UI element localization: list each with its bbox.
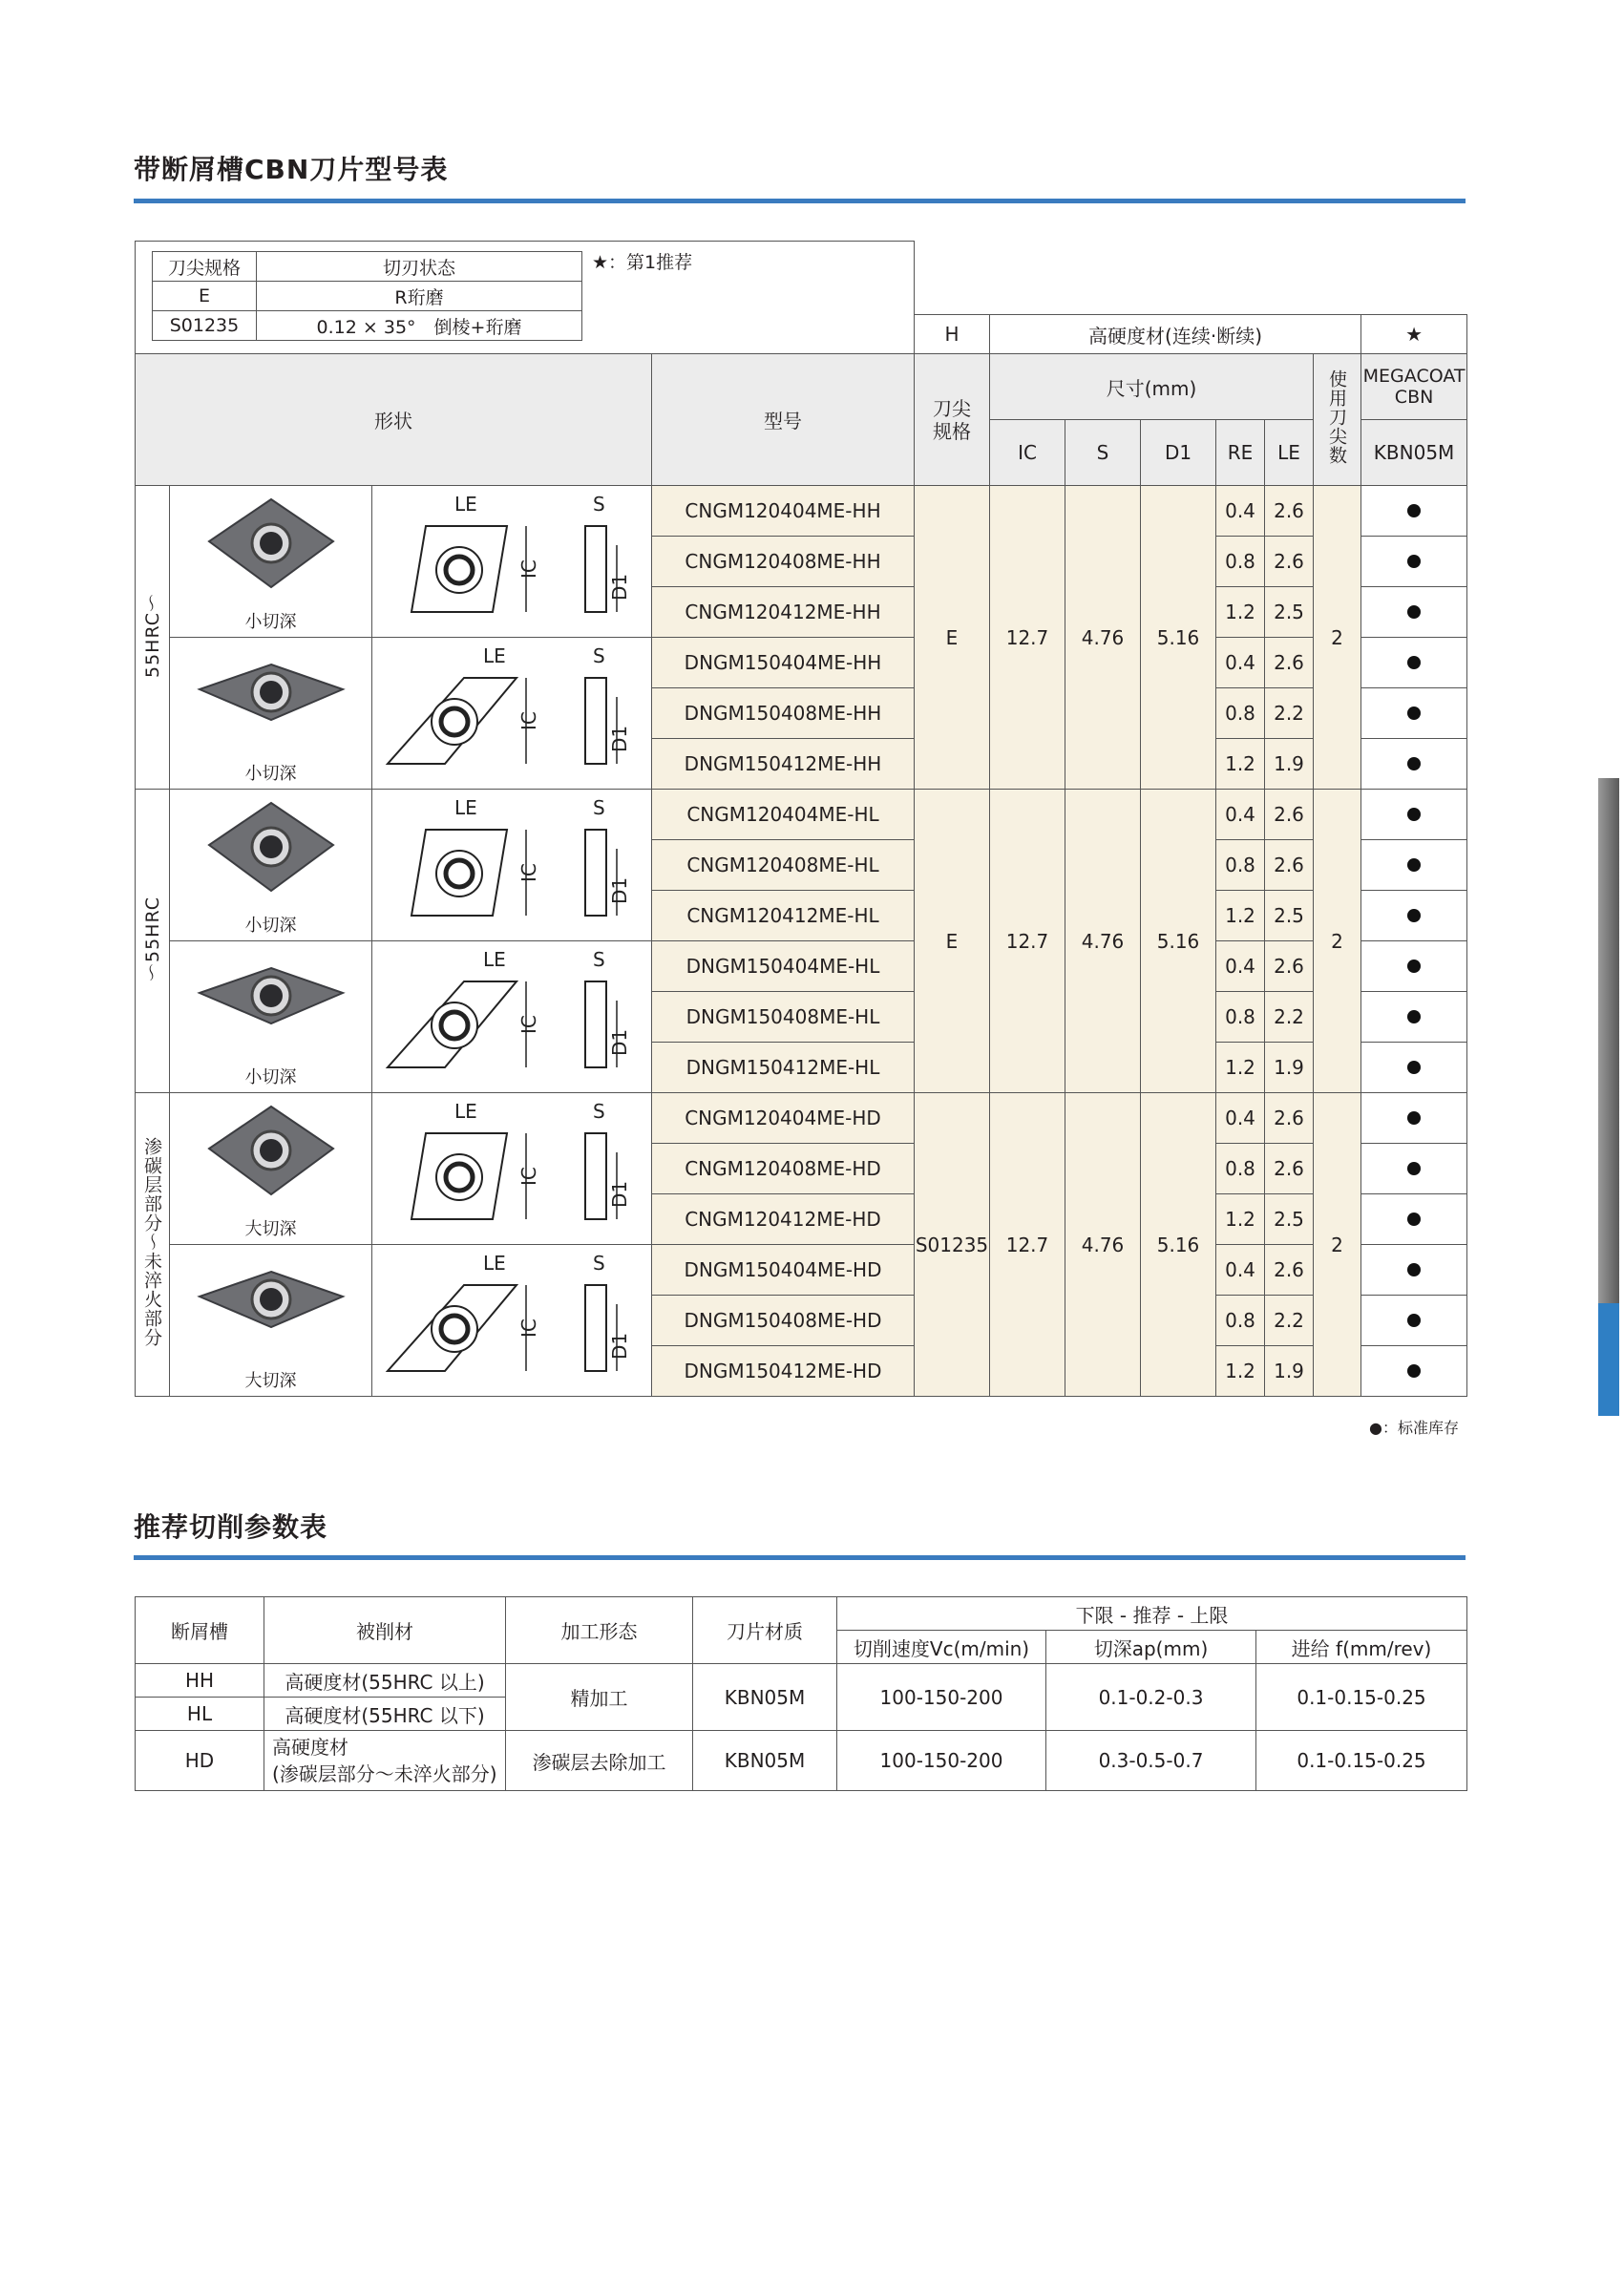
insert-photo-cell bbox=[170, 638, 372, 790]
le-cell: 1.9 bbox=[1265, 1043, 1314, 1093]
edges-cell: 2 bbox=[1314, 486, 1361, 790]
model-cell: CNGM120404ME-HH bbox=[652, 486, 915, 537]
legend-code: E bbox=[153, 282, 257, 311]
insert-table bbox=[135, 314, 1467, 1397]
drawing-label-le: LE bbox=[483, 1251, 506, 1275]
vc-cell: 100-150-200 bbox=[837, 1664, 1046, 1731]
depth-caption: 小切深 bbox=[244, 916, 297, 936]
stock-note: ●：标准库存 bbox=[1369, 1419, 1459, 1437]
stock-dot-icon bbox=[1407, 504, 1421, 517]
section2-title-rule bbox=[134, 1555, 1466, 1560]
s-cell: 4.76 bbox=[1065, 486, 1141, 790]
ic-header: IC bbox=[990, 420, 1065, 486]
le-cell: 2.2 bbox=[1265, 688, 1314, 739]
hardness-group-label bbox=[136, 790, 170, 1093]
depth-caption: 大切深 bbox=[244, 1371, 297, 1391]
drawing-label-s: S bbox=[593, 643, 605, 667]
dimension-drawing-cell bbox=[372, 1245, 652, 1397]
param-table bbox=[135, 1596, 1467, 1791]
stock-dot-icon bbox=[1407, 1213, 1421, 1226]
dims-header: 尺寸(mm) bbox=[990, 354, 1314, 420]
stock-cell bbox=[1361, 1144, 1467, 1194]
re-cell: 0.4 bbox=[1216, 486, 1265, 537]
drawing-label-le: LE bbox=[454, 492, 477, 516]
section1-title-rule bbox=[134, 199, 1466, 203]
le-cell: 2.6 bbox=[1265, 638, 1314, 688]
dimension-drawing-cell bbox=[372, 638, 652, 790]
stock-dot-icon bbox=[1407, 808, 1421, 821]
insert-row bbox=[136, 1245, 1467, 1296]
insert-dimension-drawing bbox=[373, 640, 650, 783]
d1-cell: 5.16 bbox=[1141, 1093, 1216, 1397]
workpiece-cell: 高硬度材(55HRC 以上) bbox=[264, 1664, 506, 1698]
drawing-label-le: LE bbox=[454, 795, 477, 819]
legend-header-code: 刀尖规格 bbox=[153, 252, 257, 282]
stock-dot-icon bbox=[1407, 1061, 1421, 1074]
re-cell: 0.4 bbox=[1216, 638, 1265, 688]
drawing-label-s: S bbox=[593, 492, 605, 516]
stock-dot-icon bbox=[1407, 1111, 1421, 1125]
stock-dot-icon bbox=[1407, 605, 1421, 619]
model-cell: DNGM150408ME-HH bbox=[652, 688, 915, 739]
stock-dot-icon bbox=[1407, 707, 1421, 720]
ap-header: 切深ap(mm) bbox=[1046, 1631, 1256, 1664]
model-cell: CNGM120412ME-HL bbox=[652, 891, 915, 941]
stock-dot-icon bbox=[1407, 757, 1421, 770]
insert-row bbox=[136, 1093, 1467, 1144]
model-cell: DNGM150404ME-HL bbox=[652, 941, 915, 992]
stock-cell bbox=[1361, 891, 1467, 941]
insert-dimension-drawing bbox=[373, 1247, 650, 1390]
stock-dot-icon bbox=[1407, 858, 1421, 872]
dimension-drawing-cell bbox=[372, 790, 652, 941]
drawing-label-ic: IC bbox=[517, 710, 540, 730]
breaker-header: 断屑槽 bbox=[136, 1597, 264, 1664]
drawing-label-le: LE bbox=[454, 1099, 477, 1123]
s-header: S bbox=[1065, 420, 1141, 486]
model-cell: CNGM120408ME-HD bbox=[652, 1144, 915, 1194]
drawing-label-ic: IC bbox=[517, 1166, 540, 1186]
model-cell: CNGM120404ME-HL bbox=[652, 790, 915, 840]
section1-title: 带断屑槽CBN刀片型号表 bbox=[134, 154, 449, 185]
insert-dimension-drawing bbox=[373, 943, 650, 1086]
hardness-group-label bbox=[136, 1093, 170, 1397]
le-cell: 2.6 bbox=[1265, 1245, 1314, 1296]
re-cell: 0.8 bbox=[1216, 840, 1265, 891]
stock-cell bbox=[1361, 840, 1467, 891]
cngm-insert-photo bbox=[190, 795, 352, 910]
vc-header: 切削速度Vc(m/min) bbox=[837, 1631, 1046, 1664]
le-cell: 2.5 bbox=[1265, 891, 1314, 941]
drawing-label-d1: D1 bbox=[608, 876, 631, 904]
workpiece-line1: 高硬度材 bbox=[272, 1736, 348, 1759]
stock-cell bbox=[1361, 790, 1467, 840]
breaker-cell: HD bbox=[136, 1731, 264, 1791]
insert-row bbox=[136, 638, 1467, 688]
stock-cell bbox=[1361, 688, 1467, 739]
model-cell: DNGM150412ME-HH bbox=[652, 739, 915, 790]
model-cell: DNGM150404ME-HD bbox=[652, 1245, 915, 1296]
dngm-insert-photo bbox=[190, 947, 352, 1062]
model-cell: CNGM120408ME-HL bbox=[652, 840, 915, 891]
stock-cell bbox=[1361, 1245, 1467, 1296]
stock-cell bbox=[1361, 486, 1467, 537]
stock-cell bbox=[1361, 1043, 1467, 1093]
f-header: 进给 f(mm/rev) bbox=[1256, 1631, 1467, 1664]
shape-header: 形状 bbox=[136, 354, 652, 486]
tip-cell: E bbox=[915, 790, 990, 1093]
insert-dimension-drawing bbox=[373, 1095, 650, 1238]
ap-cell: 0.3-0.5-0.7 bbox=[1046, 1731, 1256, 1791]
star-note: ★：第1推荐 bbox=[592, 252, 693, 273]
ap-cell: 0.1-0.2-0.3 bbox=[1046, 1664, 1256, 1731]
tip-cell: S01235 bbox=[915, 1093, 990, 1397]
grade-brand-header bbox=[1361, 354, 1467, 420]
workpiece-cell bbox=[264, 1731, 506, 1791]
grade-brand-line1: MEGACOAT bbox=[1362, 366, 1466, 387]
drawing-label-d1: D1 bbox=[608, 573, 631, 601]
drawing-label-s: S bbox=[593, 1251, 605, 1275]
le-cell: 2.2 bbox=[1265, 992, 1314, 1043]
le-cell: 1.9 bbox=[1265, 739, 1314, 790]
tip-spec-header: 刀尖 规格 bbox=[915, 354, 990, 486]
dimension-drawing-cell bbox=[372, 486, 652, 638]
index-tab-blue bbox=[1598, 1303, 1619, 1416]
drawing-label-d1: D1 bbox=[608, 1180, 631, 1208]
insert-photo-cell bbox=[170, 486, 372, 638]
legend-header-state: 切刃状态 bbox=[257, 252, 582, 282]
stock-dot-icon bbox=[1407, 1010, 1421, 1023]
d1-cell: 5.16 bbox=[1141, 790, 1216, 1093]
model-cell: DNGM150412ME-HD bbox=[652, 1346, 915, 1397]
stock-dot-icon bbox=[1407, 656, 1421, 669]
workpiece-line2: (渗碳层部分～未淬火部分) bbox=[272, 1762, 497, 1785]
drawing-label-d1: D1 bbox=[608, 725, 631, 752]
section2-title: 推荐切削参数表 bbox=[134, 1511, 328, 1543]
vc-cell: 100-150-200 bbox=[837, 1731, 1046, 1791]
insert-photo-cell bbox=[170, 941, 372, 1093]
le-cell: 2.2 bbox=[1265, 1296, 1314, 1346]
drawing-label-d1: D1 bbox=[608, 1332, 631, 1360]
le-cell: 2.6 bbox=[1265, 1144, 1314, 1194]
cngm-insert-photo bbox=[190, 492, 352, 606]
ic-cell: 12.7 bbox=[990, 486, 1065, 790]
breaker-cell: HH bbox=[136, 1664, 264, 1698]
re-cell: 0.8 bbox=[1216, 1144, 1265, 1194]
drawing-label-d1: D1 bbox=[608, 1028, 631, 1056]
re-cell: 1.2 bbox=[1216, 739, 1265, 790]
le-cell: 2.6 bbox=[1265, 1093, 1314, 1144]
re-cell: 1.2 bbox=[1216, 1346, 1265, 1397]
le-cell: 1.9 bbox=[1265, 1346, 1314, 1397]
insert-photo-cell bbox=[170, 1245, 372, 1397]
insert-row bbox=[136, 486, 1467, 537]
d1-header: D1 bbox=[1141, 420, 1216, 486]
ic-cell: 12.7 bbox=[990, 1093, 1065, 1397]
model-header: 型号 bbox=[652, 354, 915, 486]
legend-state: R珩磨 bbox=[257, 282, 582, 311]
hardness-group-label bbox=[136, 486, 170, 790]
model-cell: CNGM120412ME-HD bbox=[652, 1194, 915, 1245]
insert-photo-cell bbox=[170, 790, 372, 941]
stock-dot-icon bbox=[1407, 909, 1421, 922]
depth-caption: 小切深 bbox=[244, 1067, 297, 1087]
re-cell: 0.4 bbox=[1216, 941, 1265, 992]
process-cell: 精加工 bbox=[506, 1664, 693, 1731]
d1-cell: 5.16 bbox=[1141, 486, 1216, 790]
hardness-group-text: 55HRC～ bbox=[142, 592, 163, 678]
model-cell: CNGM120412ME-HH bbox=[652, 587, 915, 638]
legend-code: S01235 bbox=[153, 311, 257, 341]
edges-cell: 2 bbox=[1314, 1093, 1361, 1397]
grade-cell: KBN05M bbox=[693, 1731, 837, 1791]
stock-cell bbox=[1361, 1093, 1467, 1144]
re-cell: 1.2 bbox=[1216, 1043, 1265, 1093]
grade-header: KBN05M bbox=[1361, 420, 1467, 486]
le-cell: 2.5 bbox=[1265, 587, 1314, 638]
drawing-label-s: S bbox=[593, 795, 605, 819]
insert-dimension-drawing bbox=[373, 488, 650, 631]
edges-header: 使用刀尖数 bbox=[1326, 369, 1348, 465]
stock-dot-icon bbox=[1407, 1162, 1421, 1175]
ic-cell: 12.7 bbox=[990, 790, 1065, 1093]
star-header: ★ bbox=[1361, 315, 1467, 354]
legend-state: 0.12 × 35° 倒棱+珩磨 bbox=[257, 311, 582, 341]
stock-dot-icon bbox=[1407, 1314, 1421, 1327]
stock-dot-icon bbox=[1407, 960, 1421, 973]
stock-cell bbox=[1361, 1296, 1467, 1346]
f-cell: 0.1-0.15-0.25 bbox=[1256, 1664, 1467, 1731]
re-cell: 1.2 bbox=[1216, 891, 1265, 941]
breaker-cell: HL bbox=[136, 1698, 264, 1731]
stock-dot-icon bbox=[1407, 555, 1421, 568]
re-cell: 0.4 bbox=[1216, 1093, 1265, 1144]
stock-cell bbox=[1361, 992, 1467, 1043]
depth-caption: 大切深 bbox=[244, 1219, 297, 1239]
drawing-label-s: S bbox=[593, 947, 605, 971]
stock-dot-icon bbox=[1407, 1364, 1421, 1378]
le-cell: 2.6 bbox=[1265, 537, 1314, 587]
drawing-label-ic: IC bbox=[517, 559, 540, 579]
grade-header: 刀片材质 bbox=[693, 1597, 837, 1664]
insert-photo-cell bbox=[170, 1093, 372, 1245]
dimension-drawing-cell bbox=[372, 941, 652, 1093]
stock-cell bbox=[1361, 587, 1467, 638]
workpiece-cell: 高硬度材(55HRC 以下) bbox=[264, 1698, 506, 1731]
grade-brand-line2: CBN bbox=[1394, 387, 1434, 408]
re-header: RE bbox=[1216, 420, 1265, 486]
grade-cell: KBN05M bbox=[693, 1664, 837, 1731]
insert-groups bbox=[136, 486, 1467, 1397]
dngm-insert-photo bbox=[190, 643, 352, 758]
s-cell: 4.76 bbox=[1065, 790, 1141, 1093]
le-header: LE bbox=[1265, 420, 1314, 486]
stock-cell bbox=[1361, 1194, 1467, 1245]
cngm-insert-photo bbox=[190, 1099, 352, 1213]
hardness-group-text: ～55HRC bbox=[142, 896, 163, 981]
re-cell: 0.8 bbox=[1216, 537, 1265, 587]
re-cell: 0.4 bbox=[1216, 1245, 1265, 1296]
le-cell: 2.6 bbox=[1265, 840, 1314, 891]
re-cell: 0.8 bbox=[1216, 688, 1265, 739]
drawing-label-le: LE bbox=[483, 643, 506, 667]
stock-cell bbox=[1361, 638, 1467, 688]
drawing-label-ic: IC bbox=[517, 1014, 540, 1034]
stock-cell bbox=[1361, 941, 1467, 992]
re-cell: 0.8 bbox=[1216, 992, 1265, 1043]
model-cell: DNGM150408ME-HL bbox=[652, 992, 915, 1043]
re-cell: 0.8 bbox=[1216, 1296, 1265, 1346]
depth-caption: 小切深 bbox=[244, 764, 297, 784]
depth-caption: 小切深 bbox=[244, 612, 297, 632]
drawing-label-s: S bbox=[593, 1099, 605, 1123]
le-cell: 2.6 bbox=[1265, 486, 1314, 537]
re-cell: 1.2 bbox=[1216, 1194, 1265, 1245]
stock-cell bbox=[1361, 739, 1467, 790]
s-cell: 4.76 bbox=[1065, 1093, 1141, 1397]
material-group-header: 高硬度材(连续·断续) bbox=[990, 315, 1361, 354]
f-cell: 0.1-0.15-0.25 bbox=[1256, 1731, 1467, 1791]
stock-cell bbox=[1361, 537, 1467, 587]
insert-row bbox=[136, 790, 1467, 840]
workpiece-header: 被削材 bbox=[264, 1597, 506, 1664]
drawing-label-ic: IC bbox=[517, 1318, 540, 1338]
process-header: 加工形态 bbox=[506, 1597, 693, 1664]
range-header: 下限 - 推荐 - 上限 bbox=[837, 1597, 1467, 1631]
drawing-label-ic: IC bbox=[517, 862, 540, 882]
re-cell: 1.2 bbox=[1216, 587, 1265, 638]
stock-cell bbox=[1361, 1346, 1467, 1397]
insert-dimension-drawing bbox=[373, 791, 650, 935]
re-cell: 0.4 bbox=[1216, 790, 1265, 840]
hardness-group-text: 渗碳层部分～未淬火部分 bbox=[141, 1137, 162, 1347]
model-cell: DNGM150404ME-HH bbox=[652, 638, 915, 688]
tip-cell: E bbox=[915, 486, 990, 790]
h-header: H bbox=[915, 315, 990, 354]
insert-row bbox=[136, 941, 1467, 992]
le-cell: 2.6 bbox=[1265, 941, 1314, 992]
le-cell: 2.6 bbox=[1265, 790, 1314, 840]
model-cell: CNGM120408ME-HH bbox=[652, 537, 915, 587]
dimension-drawing-cell bbox=[372, 1093, 652, 1245]
index-tab-gray bbox=[1598, 778, 1619, 1303]
model-cell: CNGM120404ME-HD bbox=[652, 1093, 915, 1144]
process-cell: 渗碳层去除加工 bbox=[506, 1731, 693, 1791]
model-cell: DNGM150412ME-HL bbox=[652, 1043, 915, 1093]
le-cell: 2.5 bbox=[1265, 1194, 1314, 1245]
model-cell: DNGM150408ME-HD bbox=[652, 1296, 915, 1346]
drawing-label-le: LE bbox=[483, 947, 506, 971]
edges-cell: 2 bbox=[1314, 790, 1361, 1093]
dngm-insert-photo bbox=[190, 1251, 352, 1365]
stock-dot-icon bbox=[1407, 1263, 1421, 1276]
